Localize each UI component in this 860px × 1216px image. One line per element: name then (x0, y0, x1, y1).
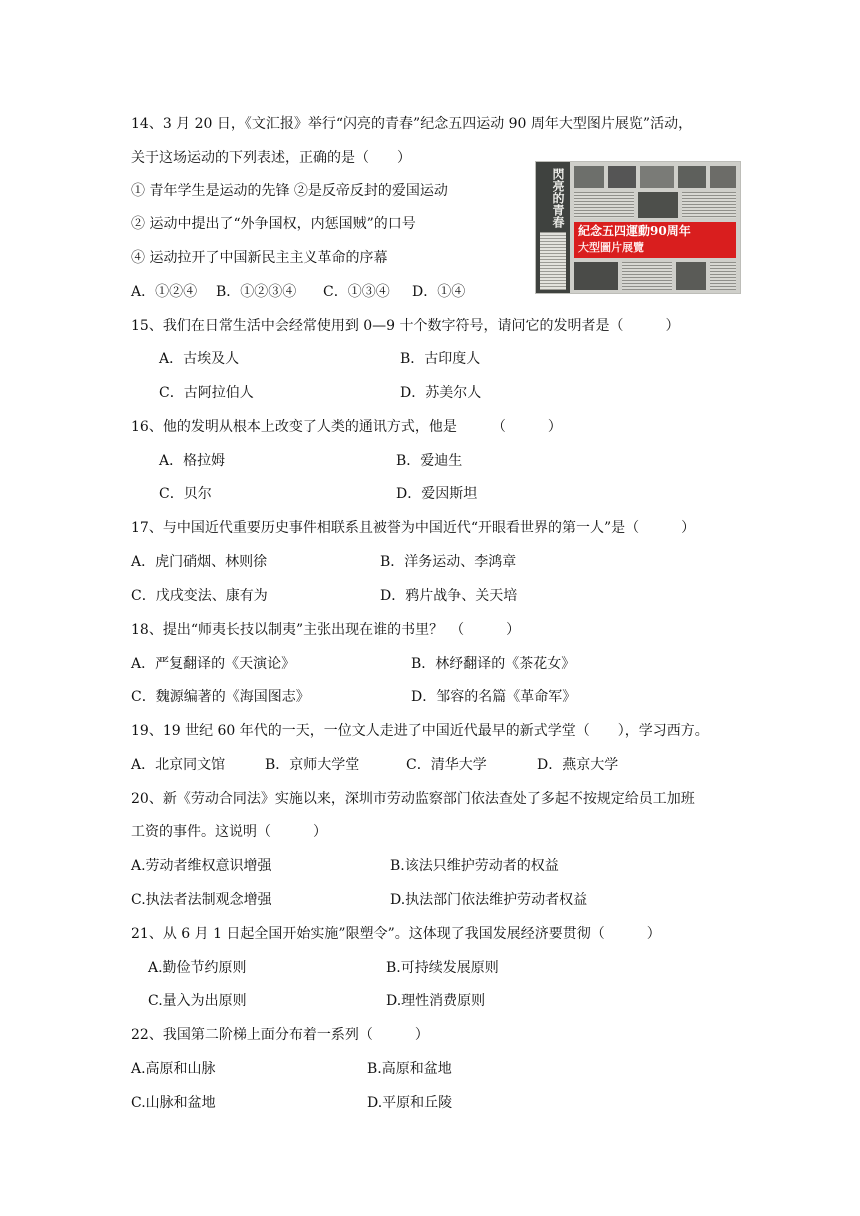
q17-option-b: B．洋务运动、李鸿章 (380, 554, 517, 570)
poster-photo (638, 192, 678, 218)
q14-option-d: D．①④ (412, 284, 466, 300)
poster-photo (574, 262, 618, 290)
q15-option-c: C．古阿拉伯人 (159, 385, 254, 401)
q14-option-b: B．①②③④ (216, 284, 297, 300)
q14-statement-1: ① 青年学生是运动的先锋 ②是反帝反封的爱国运动 (131, 183, 448, 199)
q20-stem-line-1: 20、新《劳动合同法》实施以来，深圳市劳动监察部门依法查处了多起不按规定给员工加班 (131, 791, 695, 807)
poster-photo (608, 166, 636, 188)
q18-option-d: D．邹容的名篇《革命军》 (411, 689, 577, 705)
poster-photo (678, 166, 706, 188)
q17-stem: 17、与中国近代重要历史事件相联系且被誉为中国近代“开眼看世界的第一人”是（ ） (131, 520, 696, 536)
q19-option-b: B．京师大学堂 (265, 757, 360, 773)
q20-stem-line-2: 工资的事件。这说明（ ） (131, 824, 327, 840)
q20-option-d: D.执法部门依法维护劳动者权益 (390, 892, 588, 908)
q18-option-b: B．林纾翻译的《茶花女》 (411, 656, 576, 672)
q17-option-c: C．戊戌变法、康有为 (131, 588, 268, 604)
q14-option-a: A．①②④ (131, 284, 198, 300)
q19-option-d: D．燕京大学 (537, 757, 619, 773)
q16-stem: 16、他的发明从根本上改变了人类的通讯方式，他是 （ ） (131, 419, 562, 435)
q21-stem: 21、从 6 月 1 日起全国开始实施”限塑令”。这体现了我国发展经济要贯彻（ ） (131, 926, 661, 942)
q17-option-d: D．鸦片战争、关天培 (380, 588, 518, 604)
poster-text-block (574, 192, 634, 218)
q16-option-d: D．爱因斯坦 (396, 486, 478, 502)
q16-option-c: C．贝尔 (159, 486, 212, 502)
poster-photo (710, 166, 736, 188)
poster-photo (640, 166, 674, 188)
poster-photo (676, 262, 706, 290)
q22-stem: 22、我国第二阶梯上面分布着一系列（ ） (131, 1027, 429, 1043)
q17-option-a: A．虎门硝烟、林则徐 (131, 554, 268, 570)
q19-stem: 19、19 世纪 60 年代的一天，一位文人走进了中国近代最早的新式学堂（ ），学习西方。 (131, 723, 709, 739)
poster-text-block (540, 232, 566, 290)
poster-banner-title: 紀念五四運動90周年 (578, 224, 691, 238)
poster-text-block (682, 192, 736, 218)
q16-option-b: B．爱迪生 (396, 453, 463, 469)
q15-option-a: A．古埃及人 (159, 351, 240, 367)
poster-vertical-title: 閃亮的青春 (551, 168, 565, 228)
poster-photo (574, 166, 604, 188)
q20-option-b: B.该法只维护劳动者的权益 (390, 858, 559, 874)
q22-option-b: B.高原和盆地 (367, 1061, 452, 1077)
q20-option-a: A.劳动者维权意识增强 (131, 858, 272, 874)
q14-statement-2: ② 运动中提出了“外争国权，内惩国贼”的口号 (131, 216, 416, 232)
q15-option-b: B．古印度人 (400, 351, 481, 367)
q20-option-c: C.执法者法制观念增强 (131, 892, 272, 908)
q21-option-a: A.勤俭节约原则 (148, 960, 247, 976)
poster-text-block (622, 262, 672, 290)
q22-option-c: C.山脉和盆地 (131, 1095, 216, 1111)
q22-option-d: D.平原和丘陵 (367, 1095, 453, 1111)
q22-option-a: A.高原和山脉 (131, 1061, 216, 1077)
may-fourth-exhibition-poster (535, 161, 741, 294)
poster-banner-subtitle: 大型圖片展覽 (578, 241, 644, 254)
poster-text-block (710, 262, 736, 290)
q18-option-a: A．严复翻译的《天演论》 (131, 656, 296, 672)
q14-stem-line-1: 14、3 月 20 日，《文汇报》举行“闪亮的青春”纪念五四运动 90 周年大型图片展览”活动， (131, 116, 693, 132)
q14-option-c: C．①③④ (323, 284, 390, 300)
q18-stem: 18、提出“师夷长技以制夷”主张出现在谁的书里？ （ ） (131, 622, 521, 638)
q15-option-d: D．苏美尔人 (400, 385, 482, 401)
q21-option-d: D.理性消费原则 (386, 993, 486, 1009)
q14-statement-3: ④ 运动拉开了中国新民主主义革命的序幕 (131, 250, 388, 266)
q19-option-c: C．清华大学 (406, 757, 487, 773)
q14-stem-line-2: 关于这场运动的下列表述，正确的是（ ） (131, 150, 411, 166)
q19-option-a: A．北京同文馆 (131, 757, 226, 773)
q21-option-b: B.可持续发展原则 (386, 960, 499, 976)
q16-option-a: A．格拉姆 (159, 453, 226, 469)
q18-option-c: C．魏源编著的《海国图志》 (131, 689, 310, 705)
q21-option-c: C.量入为出原则 (148, 993, 247, 1009)
q15-stem: 15、我们在日常生活中会经常使用到 0—9 十个数字符号，请问它的发明者是（ ） (131, 318, 680, 334)
